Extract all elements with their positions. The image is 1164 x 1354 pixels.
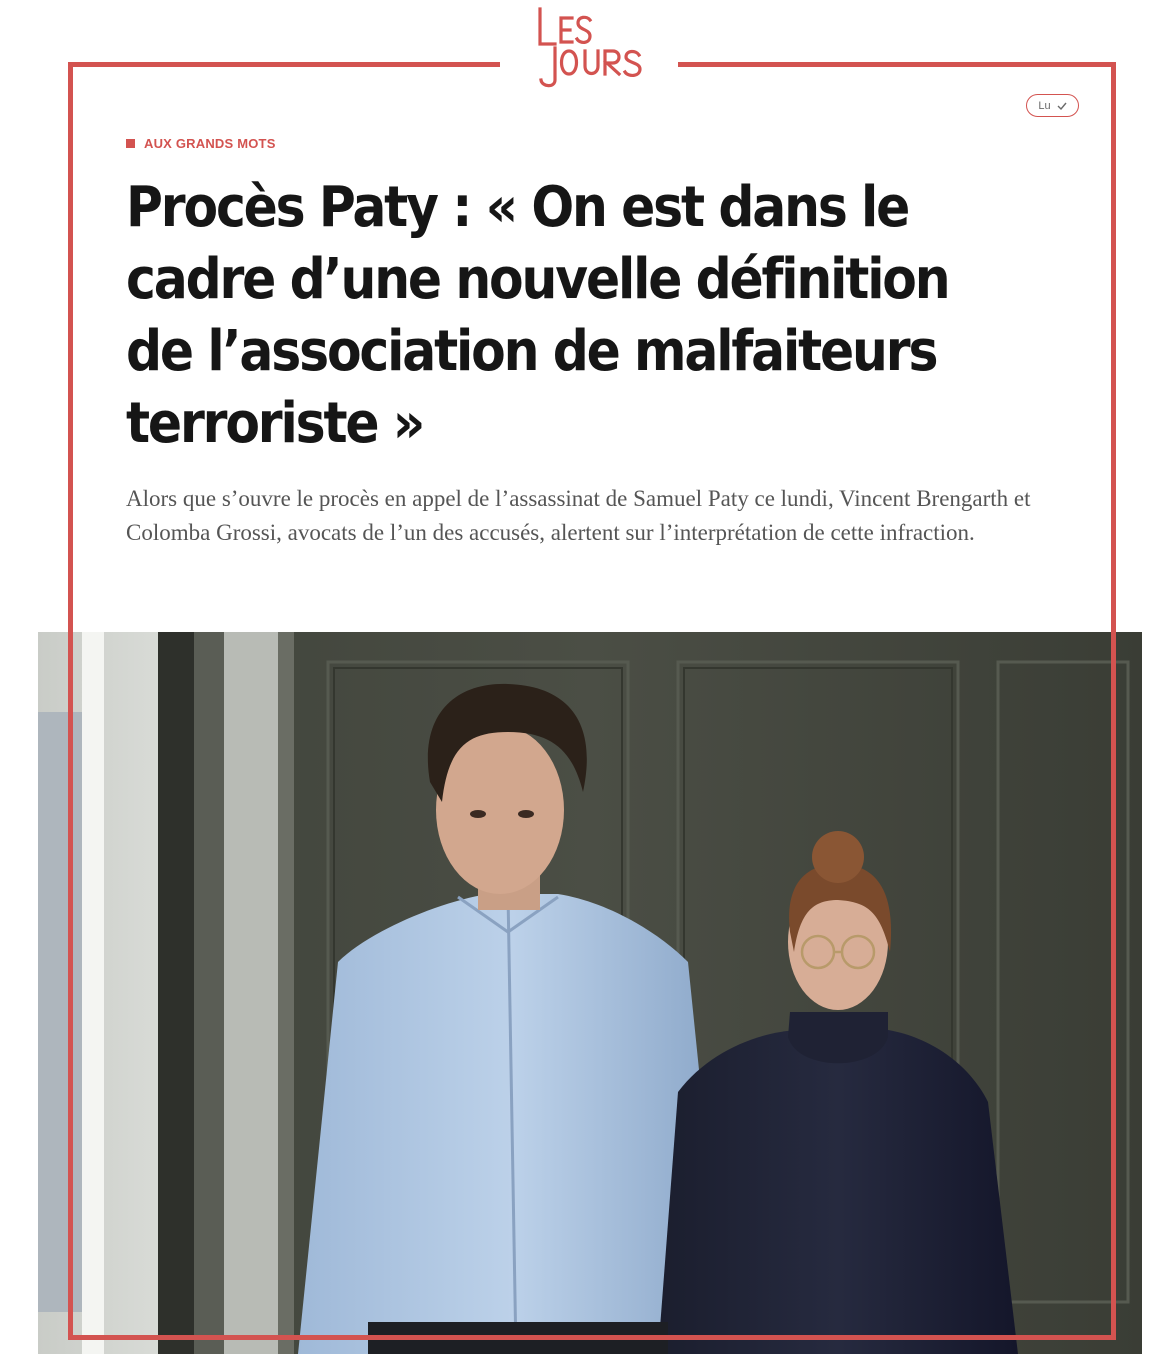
article-category[interactable] bbox=[126, 136, 276, 151]
article-hero-photo bbox=[38, 632, 1142, 1354]
category-square-icon bbox=[126, 139, 135, 148]
category-label: AUX GRANDS MOTS bbox=[144, 136, 276, 151]
les-jours-logo[interactable] bbox=[530, 4, 650, 88]
read-status-label: Lu bbox=[1038, 99, 1051, 112]
read-status-badge[interactable] bbox=[1026, 94, 1079, 117]
article-title: Procès Paty : « On est dans le cadre d’une nouvelle définition de l’association de malfaiteurs terroriste » bbox=[126, 175, 949, 456]
check-icon bbox=[1057, 102, 1067, 110]
article-lead: Alors que s’ouvre le procès en appel de l’assassinat de Samuel Paty ce lundi, Vincent Brengarth et Colomba Grossi, avocats de l’un des accusés, alertent sur l’interprétation de cette infraction. bbox=[126, 486, 1031, 545]
